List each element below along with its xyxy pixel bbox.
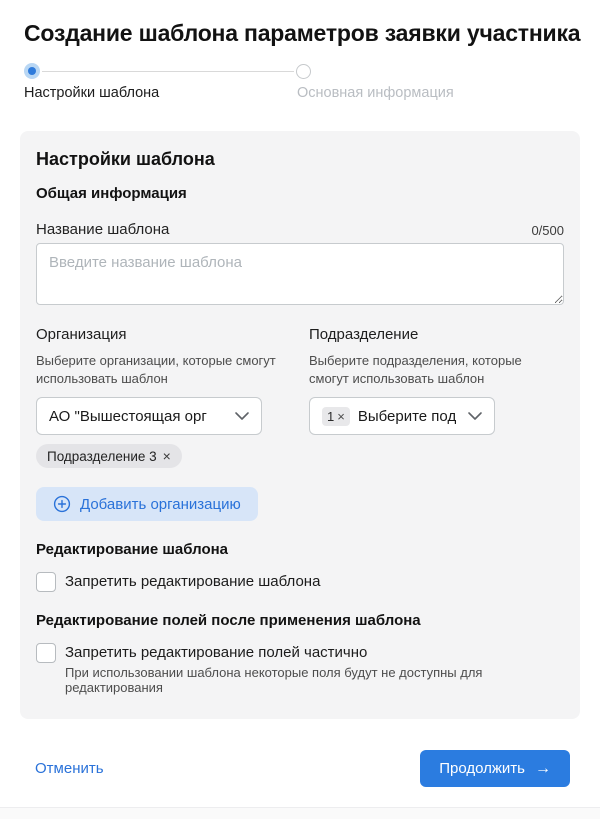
forbid-template-editing-label[interactable]: Запретить редактирование шаблона [65,573,321,591]
forbid-fields-editing-row [36,643,564,695]
step-active-dot [28,67,36,75]
department-label: Подразделение [309,326,419,343]
chevron-down-icon [235,412,249,420]
template-name-label: Название шаблона [36,221,170,238]
organization-column [36,326,291,435]
arrow-right-icon: → [535,759,551,777]
fields-editing-section [36,612,564,695]
template-editing-section [36,541,564,592]
stepper-connector-line [42,71,294,72]
department-column [309,326,564,435]
chip-close-icon[interactable]: × [162,448,171,465]
add-organization-button[interactable] [36,487,258,521]
char-counter: 0/500 [531,223,564,238]
step-upcoming-icon[interactable] [296,64,311,79]
template-editing-heading: Редактирование шаблона [36,541,229,559]
organization-label: Организация [36,326,127,343]
organization-select[interactable] [36,397,262,435]
plus-circle-icon [53,495,71,513]
page-title: Создание шаблона параметров заявки участника [24,20,581,46]
fields-editing-heading: Редактирование полей после применения шаблона [36,612,421,630]
continue-button[interactable] [420,750,570,787]
footer [35,750,570,787]
selected-departments-row [36,444,564,468]
step-active-icon[interactable] [24,63,40,79]
template-settings-card [20,131,580,719]
step-label-template-settings[interactable]: Настройки шаблона [24,85,160,101]
department-select[interactable] [309,397,495,435]
add-organization-label: Добавить организацию [80,495,241,513]
bottom-divider [0,807,600,819]
stepper-labels [24,85,576,101]
organization-select-value: АО "Вышестоящая орг [49,407,207,425]
chevron-down-icon [468,412,482,420]
department-chip-label: Подразделение 3 [47,448,157,464]
forbid-template-editing-checkbox[interactable] [36,572,56,592]
continue-button-label: Продолжить [439,760,525,778]
organization-help: Выберите организации, которые смогут использовать шаблон [36,353,276,386]
org-dept-columns [36,326,564,435]
forbid-fields-editing-label[interactable]: Запретить редактирование полей частично [65,644,368,662]
department-count-value: 1 [327,408,335,424]
badge-close-icon[interactable]: × [337,408,345,424]
template-name-input[interactable] [36,243,564,305]
stepper [24,63,576,101]
card-heading: Настройки шаблона [36,149,215,169]
step-label-main-info[interactable]: Основная информация [297,85,454,101]
department-chip [36,444,182,468]
template-name-label-row [36,221,564,238]
forbid-fields-editing-help: При использовании шаблона некоторые поля будут не доступны для редактирования [65,665,483,696]
cancel-link[interactable]: Отменить [35,760,104,778]
forbid-template-editing-row [36,572,564,592]
general-info-heading: Общая информация [36,185,187,202]
forbid-fields-editing-texts [65,643,564,695]
forbid-fields-editing-checkbox[interactable] [36,643,56,663]
department-count-badge [322,407,350,426]
department-select-placeholder: Выберите под [357,407,457,425]
department-help: Выберите подразделения, которые смогут использовать шаблон [309,353,522,386]
stepper-track [24,63,576,79]
